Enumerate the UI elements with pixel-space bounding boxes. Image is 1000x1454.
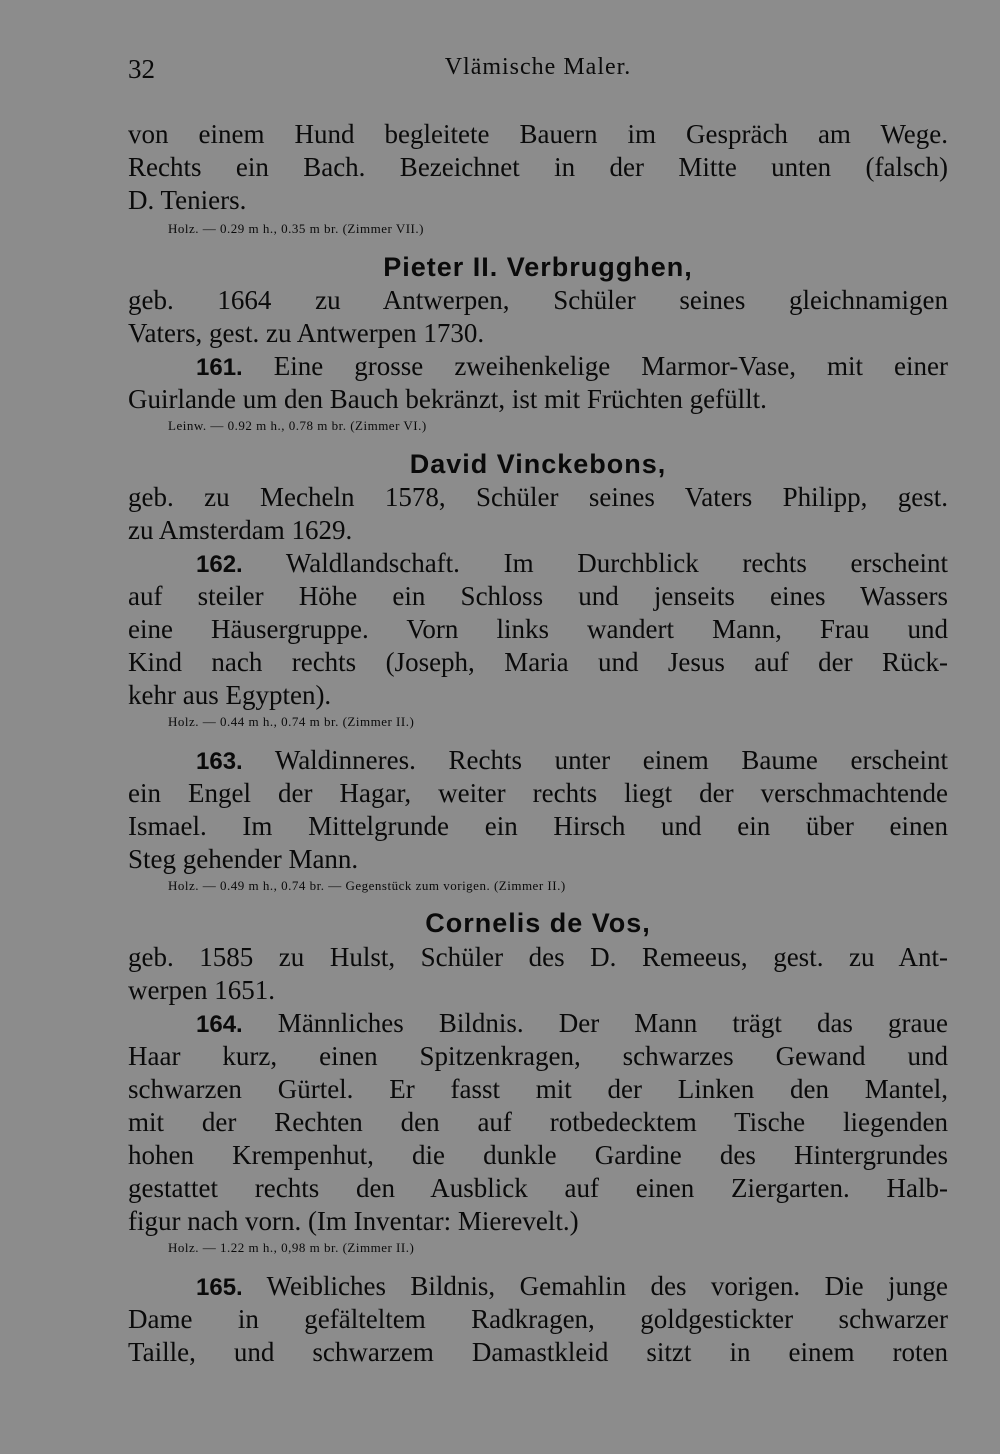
provenance-note: Holz. — 1.22 m h., 0,98 m br. (Zimmer II.) [168,1240,415,1255]
running-title: Vlämische Maler. [444,54,632,80]
text-line: Ismael. Im Mittelgrunde ein Hirsch und ein über einen [128,811,948,841]
artist-heading: Cornelis de Vos, [425,908,651,938]
entry-text: Waldinneres. Rechts unter einem Baume erscheint [242,745,948,775]
provenance-note: Leinw. — 0.92 m h., 0.78 m br. (Zimmer VI.) [168,418,427,433]
entry-first-line [196,744,948,778]
text-line: Rechts ein Bach. Bezeichnet in der Mitte unten (falsch) [128,152,948,182]
entry-text: Eine grosse zweihenkelige Marmor-Vase, mit einer [242,351,948,381]
text-line: D. Teniers. [128,185,247,215]
entry-number: 165. [196,1274,243,1301]
entry-text: Waldlandschaft. Im Durchblick rechts erscheint [242,548,948,578]
bio-line: zu Amsterdam 1629. [128,515,353,545]
bio-line: geb. 1664 zu Antwerpen, Schüler seines gleichnamigen [128,285,948,315]
text-line: auf steiler Höhe ein Schloss und jenseits eines Wassers [128,581,948,611]
artist-heading: Pieter II. Verbrugghen, [383,252,693,282]
bio-line: werpen 1651. [128,975,275,1005]
entry-text: Männliches Bildnis. Der Mann trägt das graue [242,1008,948,1038]
text-line: kehr aus Egypten). [128,680,332,710]
text-line: Kind nach rechts (Joseph, Maria und Jesus auf der Rück- [128,647,948,677]
entry-first-line [196,547,948,581]
bio-line: geb. 1585 zu Hulst, Schüler des D. Remeeus, gest. zu Ant- [128,942,948,972]
entry-number: 164. [196,1011,243,1038]
text-line: Haar kurz, einen Spitzenkragen, schwarzes Gewand und [128,1041,948,1071]
text-line: von einem Hund begleitete Bauern im Gespräch am Wege. [128,119,948,149]
entry-number: 162. [196,551,243,578]
provenance-note: Holz. — 0.49 m h., 0.74 br. — Gegenstück zum vorigen. (Zimmer II.) [168,878,566,893]
entry-text: Weibliches Bildnis, Gemahlin des vorigen. Die junge [242,1271,948,1301]
text-line: mit der Rechten den auf rotbedecktem Tische liegenden [128,1107,948,1137]
artist-heading: David Vinckebons, [409,449,667,479]
text-line: Dame in gefälteltem Radkragen, goldgestickter schwarzer [128,1304,948,1334]
text-line: eine Häusergruppe. Vorn links wandert Mann, Frau und [128,614,948,644]
text-line: figur nach vorn. (Im Inventar: Mierevelt.) [128,1206,579,1236]
provenance-note: Holz. — 0.44 m h., 0.74 m br. (Zimmer II.) [168,714,415,729]
entry-number: 161. [196,354,243,381]
text-line: ein Engel der Hagar, weiter rechts liegt der verschmachtende [128,778,948,808]
entry-first-line [196,1007,948,1041]
bio-line: Vaters, gest. zu Antwerpen 1730. [128,318,485,348]
entry-first-line [196,1270,948,1304]
text-line: Guirlande um den Bauch bekränzt, ist mit Früchten gefüllt. [128,384,767,414]
text-line: Steg gehender Mann. [128,844,359,874]
text-line: hohen Krempenhut, die dunkle Gardine des Hintergrundes [128,1140,948,1170]
text-line: Taille, und schwarzem Damastkleid sitzt in einem roten [128,1337,948,1367]
text-line: schwarzen Gürtel. Er fasst mit der Linken den Mantel, [128,1074,948,1104]
provenance-note: Holz. — 0.29 m h., 0.35 m br. (Zimmer VII.) [168,221,424,236]
entry-first-line [196,350,948,384]
entry-number: 163. [196,748,243,775]
bio-line: geb. zu Mecheln 1578, Schüler seines Vaters Philipp, gest. [128,482,948,512]
text-line: gestattet rechts den Ausblick auf einen Ziergarten. Halb- [128,1173,948,1203]
page-number: 32 [128,54,155,84]
